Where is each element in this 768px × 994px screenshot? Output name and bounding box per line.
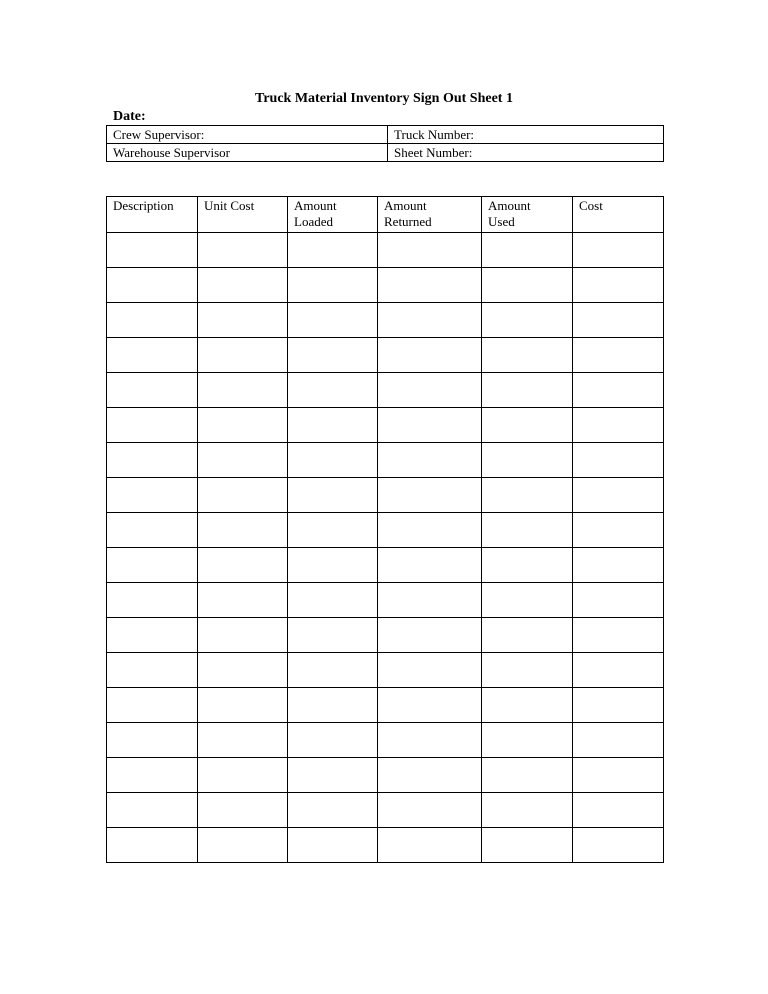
table-cell[interactable] (288, 653, 378, 688)
column-header-line1: Amount (294, 198, 337, 213)
table-cell[interactable] (482, 338, 573, 373)
table-cell[interactable] (288, 548, 378, 583)
table-cell[interactable] (573, 828, 664, 863)
table-cell[interactable] (107, 478, 198, 513)
table-cell[interactable] (573, 373, 664, 408)
table-row (107, 583, 664, 618)
table-cell[interactable] (378, 408, 482, 443)
column-header-amount-returned (378, 197, 482, 233)
table-row (107, 233, 664, 268)
table-cell[interactable] (107, 793, 198, 828)
table-cell[interactable] (198, 688, 288, 723)
table-row (107, 408, 664, 443)
table-cell[interactable] (288, 408, 378, 443)
table-cell[interactable] (378, 688, 482, 723)
table-cell[interactable] (198, 548, 288, 583)
table-cell[interactable] (482, 443, 573, 478)
table-row (107, 793, 664, 828)
table-cell[interactable] (482, 793, 573, 828)
table-cell[interactable] (198, 513, 288, 548)
table-cell[interactable] (378, 723, 482, 758)
table-row (107, 758, 664, 793)
column-header-amount-loaded (288, 197, 378, 233)
table-cell[interactable] (378, 443, 482, 478)
table-cell[interactable] (482, 408, 573, 443)
truck-number-field[interactable]: Truck Number: (388, 126, 664, 144)
table-cell[interactable] (288, 583, 378, 618)
table-cell[interactable] (378, 268, 482, 303)
column-header-line2: Returned (384, 214, 432, 229)
table-cell[interactable] (107, 513, 198, 548)
column-header-line1: Description (113, 198, 174, 213)
table-cell[interactable] (482, 478, 573, 513)
column-header-line1: Cost (579, 198, 603, 213)
table-row (107, 303, 664, 338)
table-cell[interactable] (482, 583, 573, 618)
inventory-table-body (107, 233, 664, 863)
warehouse-supervisor-field[interactable]: Warehouse Supervisor (107, 144, 388, 162)
table-cell[interactable] (573, 513, 664, 548)
table-cell[interactable] (482, 513, 573, 548)
table-cell[interactable] (107, 408, 198, 443)
table-cell[interactable] (198, 268, 288, 303)
table-cell[interactable] (288, 303, 378, 338)
table-cell[interactable] (378, 758, 482, 793)
table-cell[interactable] (198, 233, 288, 268)
inventory-table (106, 196, 664, 863)
table-cell[interactable] (288, 338, 378, 373)
table-cell[interactable] (378, 338, 482, 373)
table-cell[interactable] (198, 338, 288, 373)
table-cell[interactable] (482, 233, 573, 268)
column-header-cost (573, 197, 664, 233)
table-cell[interactable] (198, 653, 288, 688)
table-cell[interactable] (482, 618, 573, 653)
page-title: Truck Material Inventory Sign Out Sheet 1 (255, 91, 513, 106)
table-cell[interactable] (198, 758, 288, 793)
table-cell[interactable] (378, 793, 482, 828)
info-row (107, 126, 664, 144)
table-cell[interactable] (107, 583, 198, 618)
table-cell[interactable] (482, 723, 573, 758)
table-cell[interactable] (573, 478, 664, 513)
table-cell[interactable] (198, 373, 288, 408)
table-cell[interactable] (378, 478, 482, 513)
column-header-line1: Unit Cost (204, 198, 255, 213)
table-cell[interactable] (482, 758, 573, 793)
table-row (107, 443, 664, 478)
table-cell[interactable] (378, 513, 482, 548)
column-header-description (107, 197, 198, 233)
table-cell[interactable] (288, 828, 378, 863)
table-cell[interactable] (288, 373, 378, 408)
table-cell[interactable] (378, 233, 482, 268)
table-cell[interactable] (482, 268, 573, 303)
crew-supervisor-field[interactable]: Crew Supervisor: (107, 126, 388, 144)
table-cell[interactable] (573, 233, 664, 268)
table-row (107, 268, 664, 303)
table-cell[interactable] (378, 618, 482, 653)
table-cell[interactable] (288, 443, 378, 478)
info-row (107, 144, 664, 162)
table-cell[interactable] (573, 723, 664, 758)
table-cell[interactable] (288, 688, 378, 723)
table-cell[interactable] (288, 758, 378, 793)
table-cell[interactable] (107, 548, 198, 583)
table-cell[interactable] (198, 443, 288, 478)
table-cell[interactable] (573, 443, 664, 478)
table-row (107, 548, 664, 583)
table-cell[interactable] (482, 548, 573, 583)
table-cell[interactable] (198, 793, 288, 828)
table-cell[interactable] (198, 303, 288, 338)
table-cell[interactable] (482, 688, 573, 723)
supervisor-info-table (106, 125, 664, 162)
table-cell[interactable] (198, 828, 288, 863)
table-cell[interactable] (573, 653, 664, 688)
table-cell[interactable] (482, 653, 573, 688)
table-cell[interactable] (288, 618, 378, 653)
table-cell[interactable] (573, 758, 664, 793)
table-cell[interactable] (107, 688, 198, 723)
table-cell[interactable] (107, 723, 198, 758)
table-cell[interactable] (198, 723, 288, 758)
table-cell[interactable] (288, 723, 378, 758)
table-cell[interactable] (107, 828, 198, 863)
table-cell[interactable] (198, 408, 288, 443)
table-cell[interactable] (107, 618, 198, 653)
table-cell[interactable] (198, 618, 288, 653)
table-cell[interactable] (573, 583, 664, 618)
table-cell[interactable] (107, 303, 198, 338)
table-cell[interactable] (107, 233, 198, 268)
column-header-amount-used (482, 197, 573, 233)
table-row (107, 373, 664, 408)
table-row (107, 688, 664, 723)
table-cell[interactable] (378, 373, 482, 408)
table-cell[interactable] (573, 268, 664, 303)
table-cell[interactable] (107, 758, 198, 793)
table-cell[interactable] (288, 513, 378, 548)
column-header-line2: Used (488, 214, 515, 229)
table-cell[interactable] (198, 478, 288, 513)
table-row (107, 513, 664, 548)
table-cell[interactable] (573, 618, 664, 653)
table-cell[interactable] (288, 793, 378, 828)
table-cell[interactable] (288, 268, 378, 303)
table-cell[interactable] (198, 583, 288, 618)
table-row (107, 828, 664, 863)
table-row (107, 478, 664, 513)
table-cell[interactable] (482, 828, 573, 863)
table-cell[interactable] (288, 478, 378, 513)
table-cell[interactable] (482, 373, 573, 408)
column-header-line1: Amount (488, 198, 531, 213)
table-cell[interactable] (378, 303, 482, 338)
table-cell[interactable] (573, 408, 664, 443)
table-cell[interactable] (107, 338, 198, 373)
table-cell[interactable] (378, 653, 482, 688)
table-cell[interactable] (107, 653, 198, 688)
table-cell[interactable] (573, 303, 664, 338)
column-header-unit-cost (198, 197, 288, 233)
table-cell[interactable] (573, 338, 664, 373)
table-cell[interactable] (107, 268, 198, 303)
sheet-number-field[interactable]: Sheet Number: (388, 144, 664, 162)
table-cell[interactable] (573, 548, 664, 583)
table-cell[interactable] (482, 303, 573, 338)
table-cell[interactable] (288, 233, 378, 268)
table-cell[interactable] (573, 793, 664, 828)
table-cell[interactable] (378, 828, 482, 863)
table-row (107, 653, 664, 688)
column-header-line1: Amount (384, 198, 427, 213)
table-row (107, 723, 664, 758)
table-cell[interactable] (573, 688, 664, 723)
table-row (107, 338, 664, 373)
date-label: Date: (113, 109, 146, 124)
table-row (107, 618, 664, 653)
table-cell[interactable] (107, 443, 198, 478)
table-cell[interactable] (107, 373, 198, 408)
column-header-line2: Loaded (294, 214, 333, 229)
table-cell[interactable] (378, 548, 482, 583)
header-row (107, 197, 664, 233)
table-cell[interactable] (378, 583, 482, 618)
